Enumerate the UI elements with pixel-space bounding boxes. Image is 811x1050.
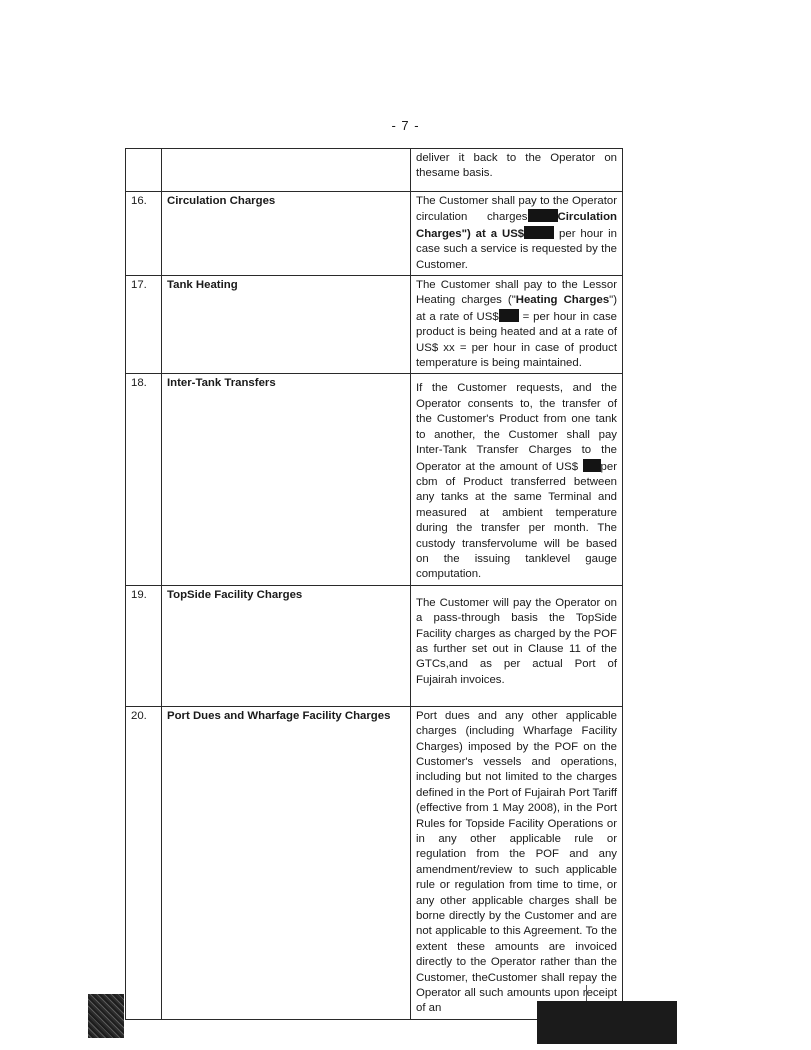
clause-text: deliver it back to the Operator on thesame basis. bbox=[411, 149, 623, 192]
clause-number: 20. bbox=[126, 706, 162, 1019]
redaction-box bbox=[528, 209, 558, 222]
page-number: - 7 - bbox=[391, 118, 420, 133]
redaction-box bbox=[524, 226, 554, 239]
clause-text: The Customer shall pay to the Lessor Heating charges ("Heating Charges") at a rate of US$ = per hour in case product is being heated and at a rate of US$ xx = per hour in case of product temperature is being maintained. bbox=[411, 276, 623, 374]
clause-number: 17. bbox=[126, 276, 162, 374]
table-row bbox=[126, 706, 623, 1019]
table-row bbox=[126, 276, 623, 374]
clause-number bbox=[126, 149, 162, 192]
clause-text: If the Customer requests, and the Operator consents to, the transfer of the Customer's Product from one tank to another, the Customer shall pay Inter-Tank Transfer Charges to the Operator at the amount of US$ per cbm of Product transferred between any tanks at the same Terminal and measured at ambient temperature during the transfer per month. The custody transfervolume will be based on the issuing tanklevel gauge computation. bbox=[411, 374, 623, 585]
scan-redaction-block-right bbox=[537, 1001, 677, 1044]
table-row bbox=[126, 192, 623, 276]
clause-title: Inter-Tank Transfers bbox=[162, 374, 411, 585]
clause-text: Port dues and any other applicable charges (including Wharfage Facility Charges) imposed by the POF on the Customer's vessels and operations, including but not limited to the charges defined in the Port of Fujairah Port Tariff (effective from 1 May 2008), in the Port Rules for Topside Facility Operations or in any other applicable rule or regulation from the POF and any amendment/review to such applicable rule or regulation from time to time, or any other applicable charges shall be borne directly by the Customer and are not applicable to this Agreement. To the extent these amounts are invoiced directly to the Operator rather than the Customer, theCustomer shall repay the Operator all such amounts upon receipt of an bbox=[411, 706, 623, 1019]
clause-title: Tank Heating bbox=[162, 276, 411, 374]
clause-number: 19. bbox=[126, 585, 162, 706]
clause-title: Circulation Charges bbox=[162, 192, 411, 276]
clause-title bbox=[162, 149, 411, 192]
clause-text: The Customer shall pay to the Operator circulation charges Circulation Charges") at a US$ per hour in case such a service is requested by the Customer. bbox=[411, 192, 623, 276]
clause-number: 16. bbox=[126, 192, 162, 276]
clause-title: TopSide Facility Charges bbox=[162, 585, 411, 706]
redaction-box bbox=[499, 309, 519, 322]
clause-text: The Customer will pay the Operator on a pass-through basis the TopSide Facility charges as charged by the POF as further set out in Clause 11 of the GTCs,and as per actual Port of Fujairah invoices. bbox=[411, 585, 623, 706]
charges-table bbox=[125, 148, 623, 1020]
table-row bbox=[126, 585, 623, 706]
table-row bbox=[126, 374, 623, 585]
clause-title: Port Dues and Wharfage Facility Charges bbox=[162, 706, 411, 1019]
redaction-box bbox=[583, 459, 601, 472]
scan-noise-mark-left bbox=[88, 994, 124, 1038]
clause-number: 18. bbox=[126, 374, 162, 585]
table-row bbox=[126, 149, 623, 192]
